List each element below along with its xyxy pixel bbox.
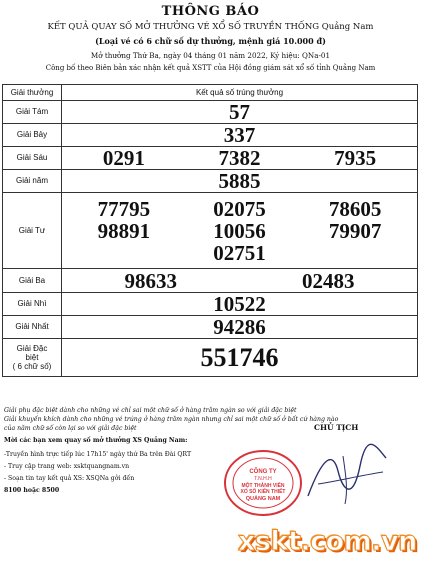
draw-date: Mở thưởng Thứ Ba, ngày 04 tháng 01 năm 2022, Ký hiệu: QNa-01 [90, 51, 331, 60]
prize-number: 79907 [328, 218, 382, 243]
watermark: xskt.com.vn [238, 526, 417, 557]
prize-label: Giải Nhất [3, 316, 62, 339]
info-item-sms-numbers: 8100 hoặc 8500 [4, 487, 60, 494]
table-header-row [3, 85, 418, 101]
prize-number: 02751 [213, 240, 266, 265]
invite-text: Mời các bạn xem quay số mở thưởng XS Quảng Nam: [4, 437, 188, 444]
prize-number: 02483 [302, 268, 355, 293]
prize-number: 98633 [124, 268, 177, 293]
chairman-label: CHỦ TỊCH [314, 423, 359, 432]
prize-row-g8 [3, 101, 418, 124]
prize-row-g7 [3, 124, 418, 147]
prize-label: Giải năm [3, 170, 62, 193]
info-item-tv: -Truyền hình trực tiếp lúc 17h15' ngày thứ Ba trên Đài QRT [4, 451, 192, 458]
footnote-3: của năm chữ số còn lại so với giải đặc biệt [4, 425, 137, 432]
publish-note: Công bố theo Biên bản xác nhận kết quả XSTT của Hội đồng giám sát xổ số tỉnh Quảng Nam [45, 64, 376, 72]
svg-text:QUẢNG NAM: QUẢNG NAM [245, 496, 281, 502]
svg-text:XỔ SỐ KIẾN THIẾT: XỔ SỐ KIẾN THIẾT [240, 489, 286, 495]
prize-number: 94286 [213, 315, 266, 339]
prize-row-g1 [3, 316, 418, 339]
prize-row-g5 [3, 170, 418, 193]
prize-number: 57 [229, 100, 250, 124]
prize-label-line: biệt [25, 352, 39, 362]
svg-text:CÔNG TY: CÔNG TY [249, 469, 277, 475]
prize-label: Giải Sáu [3, 147, 62, 170]
footnote-2: Giải khuyến khích dành cho những vé trúng ở hàng trăm ngàn nhưng chỉ sai một chữ số ở bất cứ hàng nào [4, 416, 339, 423]
footnote-1: Giải phụ đặc biệt dành cho những vé chỉ sai một chữ số ở hàng trăm ngàn so với giải đặc biệt [4, 407, 297, 414]
info-item-web: - Truy cập trang web: xsktquangnam.vn [4, 463, 130, 470]
prize-label-line: ( 6 chữ số) [12, 362, 52, 372]
prize-label: Giải Bảy [3, 124, 62, 147]
prize-number: 02075 [213, 196, 266, 221]
prize-number: 337 [223, 123, 256, 147]
prize-row-g3 [3, 269, 418, 293]
prize-label: Giải Tư [3, 193, 62, 269]
prize-number: 77795 [97, 196, 151, 221]
prize-number: 78605 [328, 196, 382, 221]
results-heading-text: KẾT QUẢ QUAY SỐ MỞ THƯỞNG VÉ XỔ SỐ TRUYỀN THỐNG Quảng Nam [47, 22, 374, 32]
signature-image [298, 436, 393, 511]
notice-title: THÔNG BÁO [161, 4, 260, 19]
prize-label-line: Giải Đặc [16, 343, 48, 353]
prize-label-special [3, 339, 62, 377]
prize-number: 7935 [334, 146, 377, 170]
prize-number: 10522 [213, 292, 266, 316]
prize-row-g2 [3, 293, 418, 316]
prize-number: 0291 [102, 146, 145, 170]
special-prize-number: 551746 [200, 342, 279, 372]
header-result: Kết quả số trúng thưởng [62, 85, 418, 101]
results-heading [0, 22, 421, 32]
prize-label: Giải Tám [3, 101, 62, 124]
prize-number: 98891 [97, 218, 151, 243]
info-item-sms: - Soạn tin tay kết quả XS: XSQNa gởi đến [4, 475, 135, 482]
prize-row-g4 [3, 193, 418, 269]
results-table [2, 84, 418, 377]
prize-number: 5885 [218, 169, 261, 193]
svg-text:T.N.H.H: T.N.H.H [254, 476, 272, 482]
prize-label: Giải Ba [3, 269, 62, 293]
prize-label: Giải Nhì [3, 293, 62, 316]
ticket-type-note: (Loại vé có 6 chữ số dự thưởng, mệnh giá 10.000 đ) [95, 36, 326, 46]
prize-number: 10056 [213, 218, 266, 243]
header-prize: Giải thưởng [3, 85, 62, 101]
svg-text:MỘT THÀNH VIÊN: MỘT THÀNH VIÊN [241, 483, 285, 489]
official-stamp [222, 448, 304, 518]
prize-row-special [3, 339, 418, 377]
prize-row-g6 [3, 147, 418, 170]
prize-number: 7382 [218, 146, 261, 170]
